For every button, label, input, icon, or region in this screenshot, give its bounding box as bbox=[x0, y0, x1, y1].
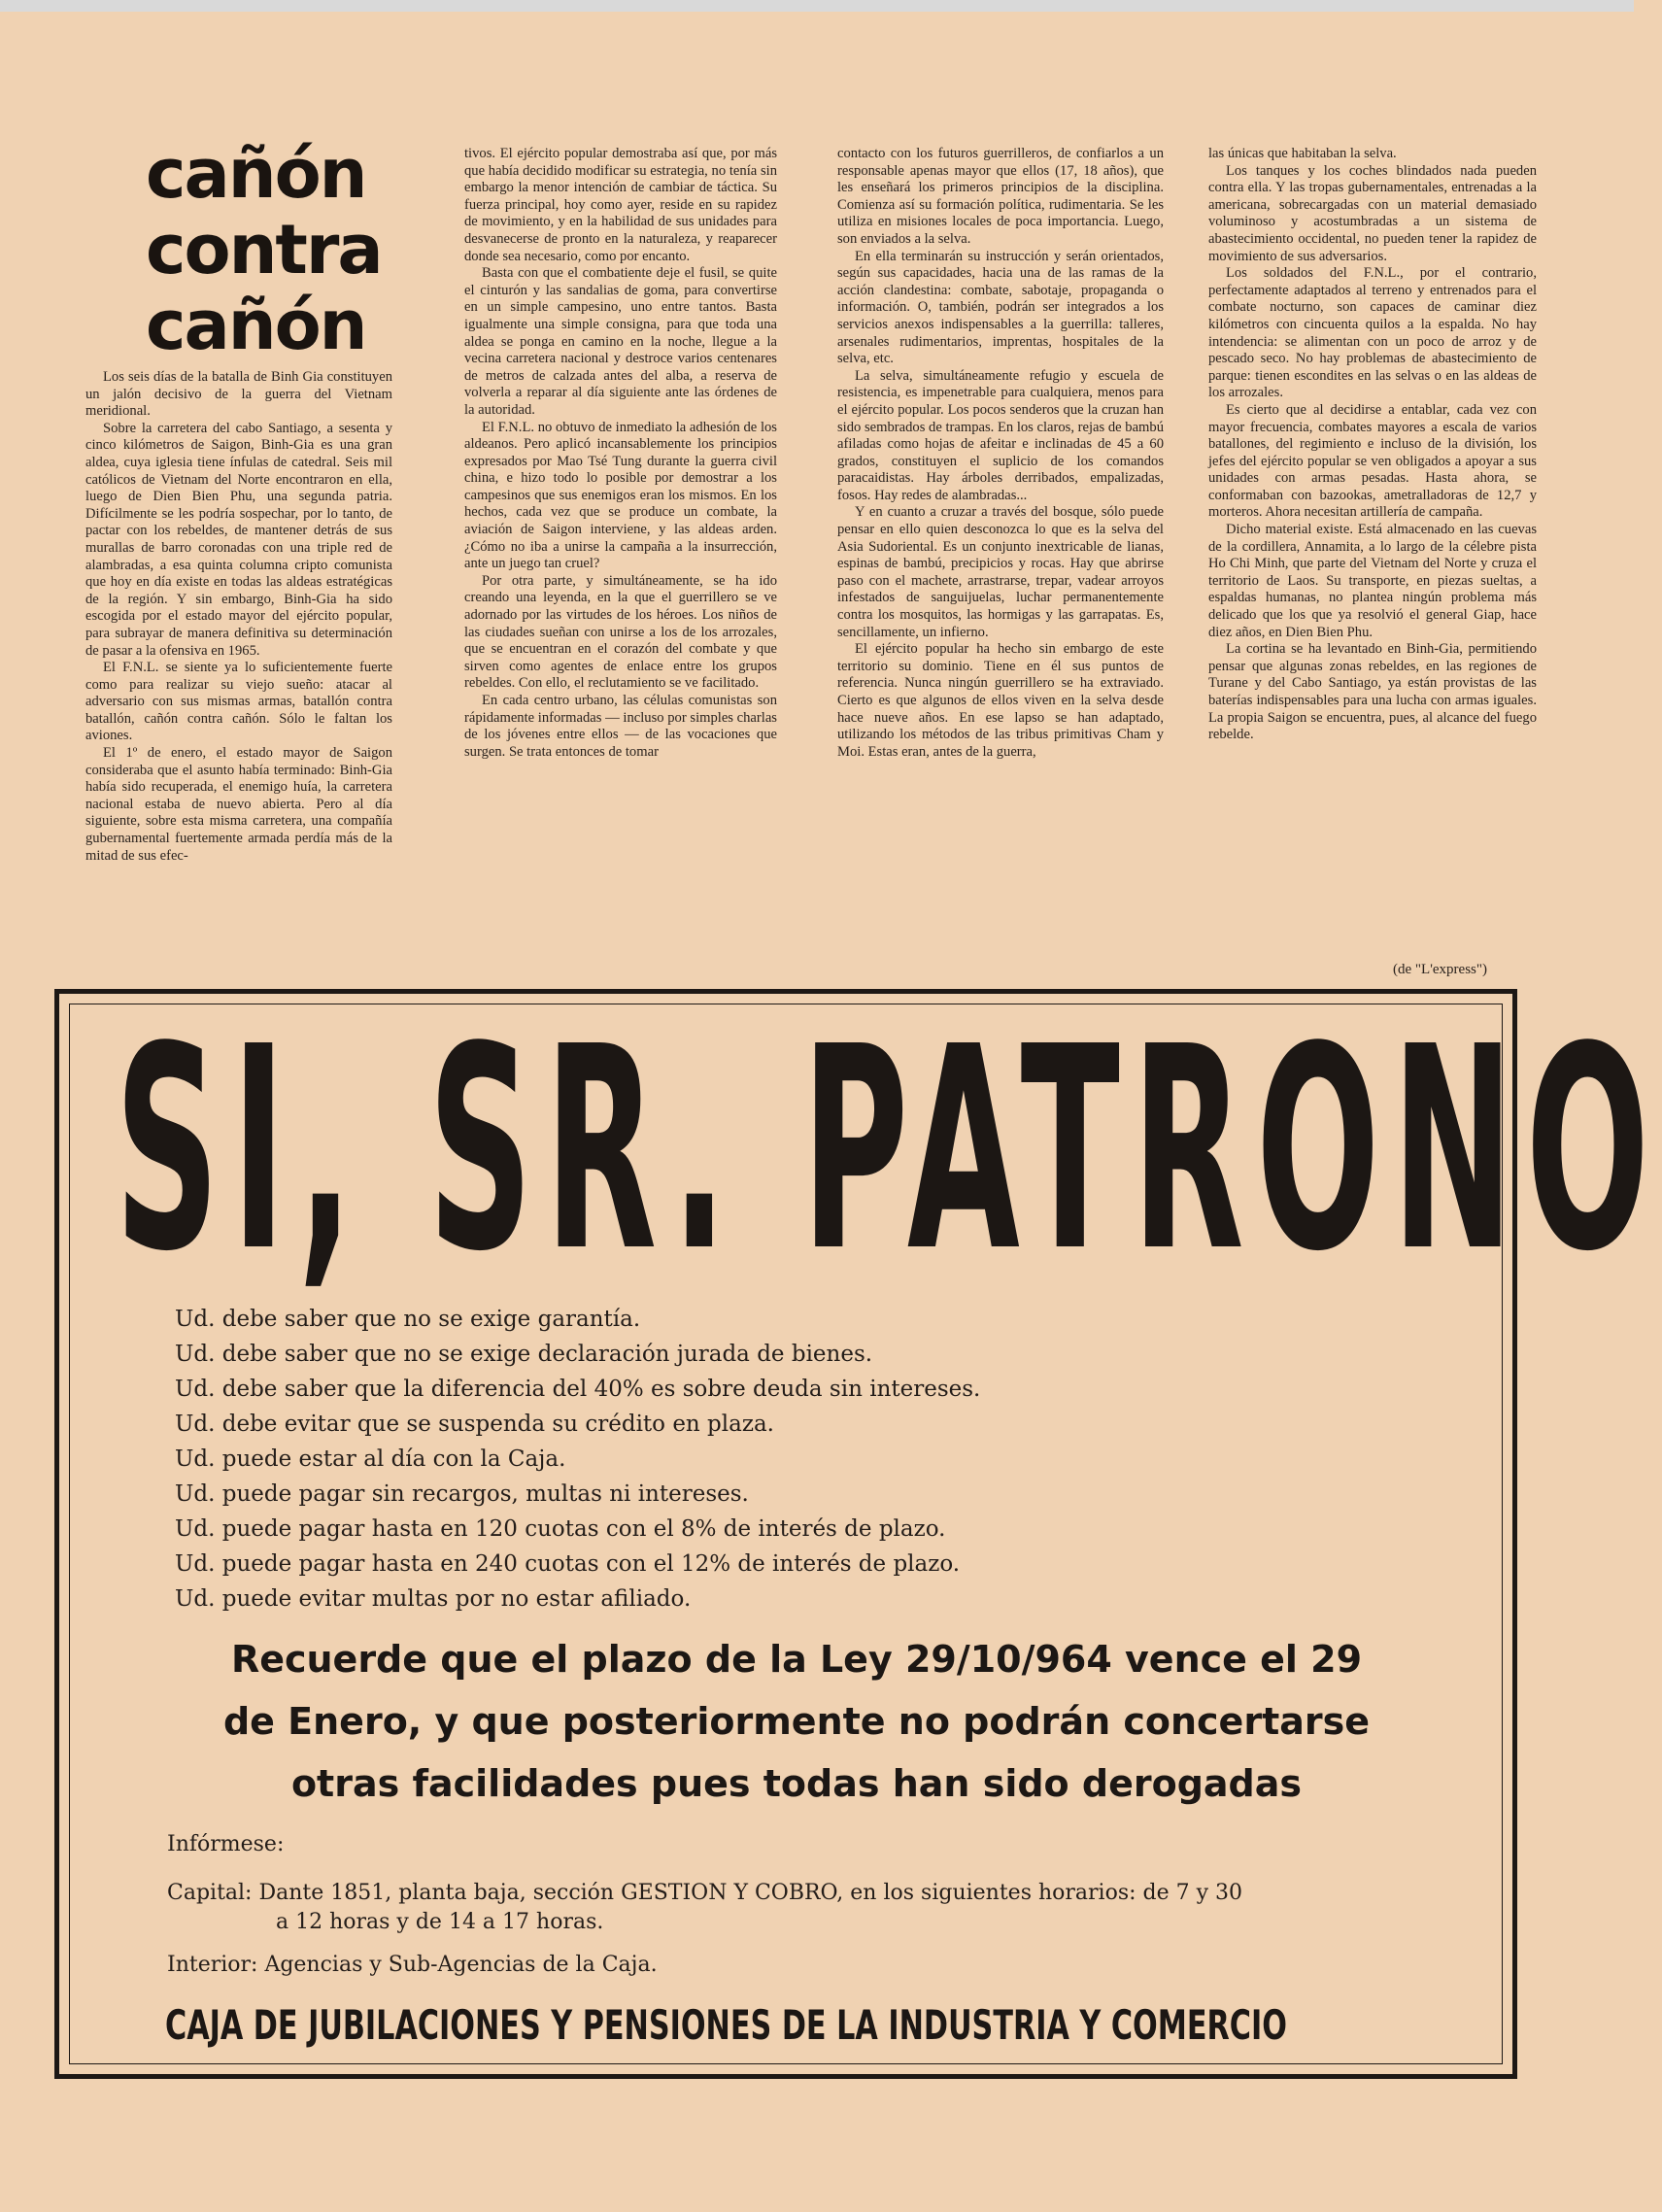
paragraph: contacto con los futuros guerrilleros, de confiarlos a un responsable apenas mayor que ellos (17, 18 años), que les enseñará los primeros principios de la disciplina. Comienza así su formación política, rudimentaria. Se les utiliza en misiones locales de poca importancia. Luego, son enviados a la selva. bbox=[837, 146, 1164, 247]
ad-statement: Ud. puede pagar hasta en 120 cuotas con el 8% de interés de plazo. bbox=[175, 1516, 946, 1542]
article-column-1 bbox=[85, 369, 392, 986]
ad-statement: Ud. debe saber que no se exige garantía. bbox=[175, 1307, 641, 1332]
article-column-2 bbox=[464, 146, 777, 986]
ad-statement: Ud. puede evitar multas por no estar afiliado. bbox=[175, 1586, 692, 1612]
ad-statement: Ud. puede estar al día con la Caja. bbox=[175, 1446, 566, 1472]
ad-footer-organization: CAJA DE JUBILACIONES Y PENSIONES DE LA INDUSTRIA Y COMERCIO bbox=[165, 2001, 1287, 2049]
headline-line-2: contra bbox=[146, 210, 382, 289]
capital-address: Capital: Dante 1851, planta baja, sección GESTION Y COBRO, en los siguientes horarios: de 7 y 30 bbox=[167, 1881, 1243, 1905]
ad-statement: Ud. puede pagar sin recargos, multas ni intereses. bbox=[175, 1481, 749, 1507]
paragraph: Basta con que el combatiente deje el fusil, se quite el cinturón y las sandalias de goma, para convertirse en un simple campesino, uno entre tantos. Basta igualmente una simple consigna, para que toda una aldea se ponga en camino en la noche, llegue a la vecina carretera nacional y destroce varios centenares de metros de calzada antes del alba, a reserva de volverla a reparar al día siguiente ante las órdenes de la autoridad. bbox=[464, 265, 777, 418]
paragraph: El F.N.L. no obtuvo de inmediato la adhesión de los aldeanos. Pero aplicó incansablemente los principios expresados por Mao Tsé Tung durante la guerra civil china, e hizo todo lo posible por demostrar a los campesinos que sus enemigos eran los mismos. En los hechos, cada vez que se produce un combate, la aviación de Saigon interviene, y las aldeas arden. ¿Cómo no iba a unirse la campaña a la insurrección, ante un juego tan cruel? bbox=[464, 419, 777, 572]
paragraph: Y en cuanto a cruzar a través del bosque, sólo puede pensar en ello quien desconozca lo que es la selva del Asia Sudoriental. Es un conjunto inextricable de lianas, espinas de bambú, precipicios y rocas. Hay que abrirse paso con el machete, arrastrarse, trepar, vadear arroyos infestados de sanguijuelas, luchar permanentemente contra los mosquitos, las hormigas y las garrapatas. Es, sencillamente, un infierno. bbox=[837, 504, 1164, 640]
paragraph: La cortina se ha levantado en Binh-Gia, permitiendo pensar que algunas zonas rebeldes, en las regiones de Turane y del Cabo Santiago, ya están provistas de las baterías indispensables para una lucha con armas iguales. La propia Saigon se encuentra, pues, al alcance del fuego rebelde. bbox=[1208, 641, 1537, 743]
paragraph: las únicas que habitaban la selva. bbox=[1208, 146, 1397, 161]
ad-title: SI, SR. PATRONO bbox=[115, 987, 1662, 1312]
article-column-3 bbox=[837, 146, 1164, 986]
paragraph: Por otra parte, y simultáneamente, se ha ido creando una leyenda, en la que el guerrillero se ve adornado por las virtudes de los héroes. Los niños de las ciudades sueñan con unirse a los de los arrozales, que se encuentran en el corazón del combate y que sirven como agentes de enlace entre los grupos rebeldes. Con ello, el reclutamiento se ve facilitado. bbox=[464, 572, 777, 692]
paragraph: En ella terminarán su instrucción y serán orientados, según sus capacidades, hacia una de las ramas de la acción clandestina: combate, sabotaje, propaganda o información. O, también, podrán ser integrados a los servicios anexos indispensables a la guerrilla: talleres, arsenales rudimentarios, imprentas, hospitales de la selva, etc. bbox=[837, 248, 1164, 367]
ad-statement: Ud. puede pagar hasta en 240 cuotas con el 12% de interés de plazo. bbox=[175, 1551, 961, 1577]
paragraph: Es cierto que al decidirse a entablar, cada vez con mayor frecuencia, combates mayores a escala de varios batallones, del regimiento e incluso de la división, los jefes del ejército popular se ven obligados a apoyar a sus unidades con armas pesadas. Hasta ahora, se conformaban con bazookas, ametralladoras de 12,7 y morteros. Ahora necesitan artillería de campaña. bbox=[1208, 401, 1537, 521]
paragraph: La selva, simultáneamente refugio y escuela de resistencia, es impenetrable para cualquiera, menos para el ejército popular. Los pocos senderos que la cruzan han sido sembrados de trampas. En los claros, rejas de bambú afiladas como hojas de afeitar e inclinadas de 45 a 60 grados, constituyen el suplicio de los comandos paracaidistas. Hay árboles derribados, empalizadas, fosos. Hay redes de alambradas... bbox=[837, 367, 1164, 503]
headline-line-1: cañón bbox=[146, 134, 366, 214]
ad-statement: Ud. debe saber que la diferencia del 40% es sobre deuda sin intereses. bbox=[175, 1377, 981, 1402]
paragraph: El ejército popular ha hecho sin embargo de este territorio su dominio. Tiene en él sus puntos de referencia. Nunca ningún guerrillero se ha extraviado. Cierto es que algunos de ellos viven en la selva desde hace nueve años. En ese lapso se han adaptado, utilizando los métodos de las tribus primitivas Cham y Moi. Estas eran, antes de la guerra, bbox=[837, 641, 1164, 760]
ad-reminder bbox=[165, 1628, 1428, 1815]
article-source: (de "L'express") bbox=[1393, 962, 1487, 977]
paragraph: El 1º de enero, el estado mayor de Saigon consideraba que el asunto había terminado: Binh-Gia había sido recuperada, el enemigo huía, la carretera nacional estaba de nuevo abierta. Pero al día siguiente, sobre esta misma carretera, una compañía gubernamental fuertemente armada perdía más de la mitad de sus efec- bbox=[85, 745, 392, 864]
paragraph: En cada centro urbano, las células comunistas son rápidamente informadas — incluso por simples charlas de los jóvenes entre ellos — de las vocaciones que surgen. Se trata entonces de tomar bbox=[464, 693, 777, 760]
paragraph: Dicho material existe. Está almacenado en las cuevas de la cordillera, Annamita, a lo largo de la célebre pista Ho Chi Minh, que parte del Vietnam del Norte y cruza el territorio de Laos. Su transporte, en piezas sueltas, a espaldas humanas, no plantea ningún problema más delicado que los que ya resolvió el general Giap, hace diez años, en Dien Bien Phu. bbox=[1208, 522, 1537, 640]
paragraph: tivos. El ejército popular demostraba así que, por más que había decidido modificar su estrategia, no tenía sin embargo la menor intención de cambiar de táctica. Su fuerza principal, hoy como ayer, reside en su rapidez de movimiento, y en la habilidad de sus unidades para desvanecerse de pronto en la naturaleza, y reaparecer donde sea necesario, como por encanto. bbox=[464, 146, 777, 264]
ad-statements bbox=[175, 1302, 1146, 1616]
ad-statement: Ud. debe evitar que se suspenda su crédito en plaza. bbox=[175, 1412, 774, 1437]
article-column-4 bbox=[1208, 146, 1537, 986]
article-headline bbox=[146, 136, 418, 363]
headline-line-3: cañón bbox=[146, 286, 366, 365]
paragraph: Los tanques y los coches blindados nada pueden contra ella. Y las tropas gubernamentales, entrenadas a la americana, sobrecargadas con un material demasiado voluminoso y acostumbradas a un sistema de abastecimiento occidental, no pueden tener la rapidez de movimiento de sus adversarios. bbox=[1208, 162, 1537, 264]
info-label: Infórmese: bbox=[167, 1832, 285, 1856]
ad-reminder-line: otras facilidades pues todas han sido derogadas bbox=[290, 1762, 1303, 1805]
page-top-edge bbox=[0, 0, 1634, 12]
capital-hours: a 12 horas y de 14 a 17 horas. bbox=[276, 1910, 604, 1934]
paragraph: El F.N.L. se siente ya lo suficientemente fuerte como para realizar su viejo sueño: atacar al adversario con sus mismas armas, batallón contra batallón, cañón contra cañón. Sólo le faltan los aviones. bbox=[85, 660, 392, 744]
paragraph: Los seis días de la batalla de Binh Gia constituyen un jalón decisivo de la guerra del Vietnam meridional. bbox=[85, 369, 392, 420]
ad-reminder-line: Recuerde que el plazo de la Ley 29/10/964 vence el 29 bbox=[230, 1638, 1363, 1681]
interior-info: Interior: Agencias y Sub-Agencias de la Caja. bbox=[167, 1953, 658, 1977]
ad-reminder-line: de Enero, y que posteriormente no podrán concertarse bbox=[222, 1700, 1371, 1743]
paragraph: Los soldados del F.N.L., por el contrario, perfectamente adaptados al terreno y entrenados para el combate nocturno, son capaces de caminar diez kilómetros con cincuenta quilos a la espalda. No hay intendencia: se alimentan con un poco de arroz y de pescado seco. No hay problemas de abastecimiento de parque: tienen escondites en las selvas o en las aldeas de los arrozales. bbox=[1208, 265, 1537, 401]
ad-statement: Ud. debe saber que no se exige declaración jurada de bienes. bbox=[175, 1342, 873, 1367]
paragraph: Sobre la carretera del cabo Santiago, a sesenta y cinco kilómetros de Saigon, Binh-Gia es una gran aldea, cuya iglesia tiene ínfulas de catedral. Seis mil católicos de Vietnam del Norte encontraron en ella, luego de Dien Bien Phu, una segunda patria. Difícilmente se les podría sospechar, por lo tanto, de pactar con los rebeldes, de mantener detrás de sus murallas de barro coronadas con una triple red de alambradas, a esa quinta columna cripto comunista que hoy en día existe en todas las aldeas estratégicas de la región. Y sin embargo, Binh-Gia ha sido escogida por el estado mayor del ejército popular, para subrayar de manera definitiva su determinación de pasar a la ofensiva en 1965. bbox=[85, 420, 392, 659]
